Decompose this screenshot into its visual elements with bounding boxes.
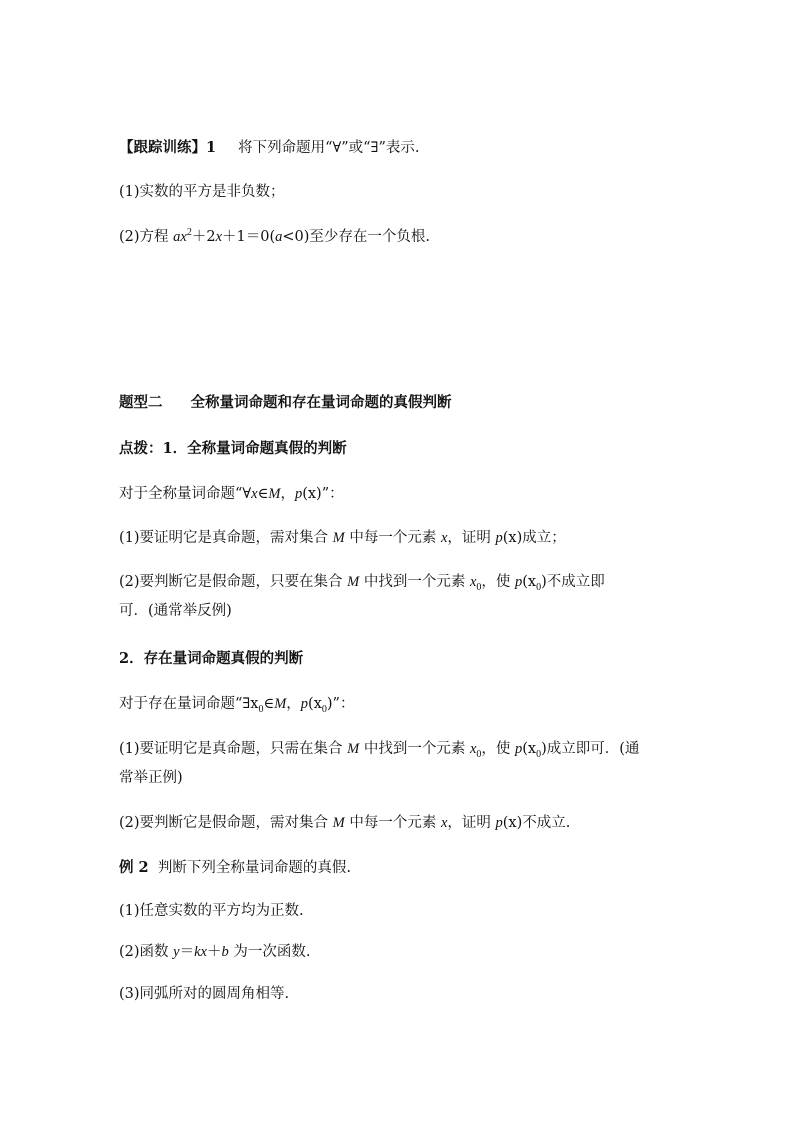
existential-rule-1: (1)要证明它是真命题，只需在集合 M 中找到一个元素 $x_0$，使 $p(x_0)$成立即可．(通: [119, 741, 640, 760]
section-label: 题型二: [119, 394, 163, 411]
tracking-intro: 将下列命题用“∀”或“∃”表示.: [238, 140, 420, 156]
tracking-label: 【跟踪训练】1: [119, 139, 217, 156]
existential-intro: 对于存在量词命题“$\exists x_0\in M$，$p(x_0)$”：: [119, 696, 355, 715]
universal-rule-2: (2)要判断它是假命题，只要在集合 M 中找到一个元素 $x_0$，使 $p(x_0)$不成立即: [119, 574, 605, 593]
universal-intro: 对于全称量词命题“∀x∈M，p(x)”：: [119, 486, 344, 502]
existential-rule-1-cont: 常举正例): [119, 770, 183, 786]
tracking-item-2: (2)方程 $ax^2+2x+1=0(a<0)$至少存在一个负根.: [119, 227, 431, 245]
universal-rule-2-cont: 可．(通常举反例): [119, 603, 232, 619]
example-item-2: (2)函数 y＝kx＋b 为一次函数.: [119, 944, 311, 960]
example-item-1: (1)任意实数的平方均为正数.: [119, 903, 304, 919]
section-heading: [119, 393, 679, 413]
tracking-exercise: [119, 138, 679, 158]
example-2: [119, 858, 679, 878]
universal-rule-1: (1)要证明它是真命题，需对集合 M 中每一个元素 x，证明 p(x)成立；: [119, 530, 566, 546]
tip-heading-1: 点拨：1．全称量词命题真假的判断: [119, 440, 347, 457]
tracking-item-1: (1)实数的平方是非负数；: [119, 184, 285, 200]
example-label: 例 2: [119, 859, 149, 876]
example-item-3: (3)同弧所对的圆周角相等.: [119, 986, 290, 1002]
tip-heading-2: 2．存在量词命题真假的判断: [119, 650, 304, 667]
existential-rule-2: (2)要判断它是假命题，需对集合 M 中每一个元素 x，证明 p(x)不成立.: [119, 815, 571, 831]
example-intro: 判断下列全称量词命题的真假.: [157, 860, 351, 876]
section-title: 全称量词命题和存在量词命题的真假判断: [190, 394, 452, 411]
